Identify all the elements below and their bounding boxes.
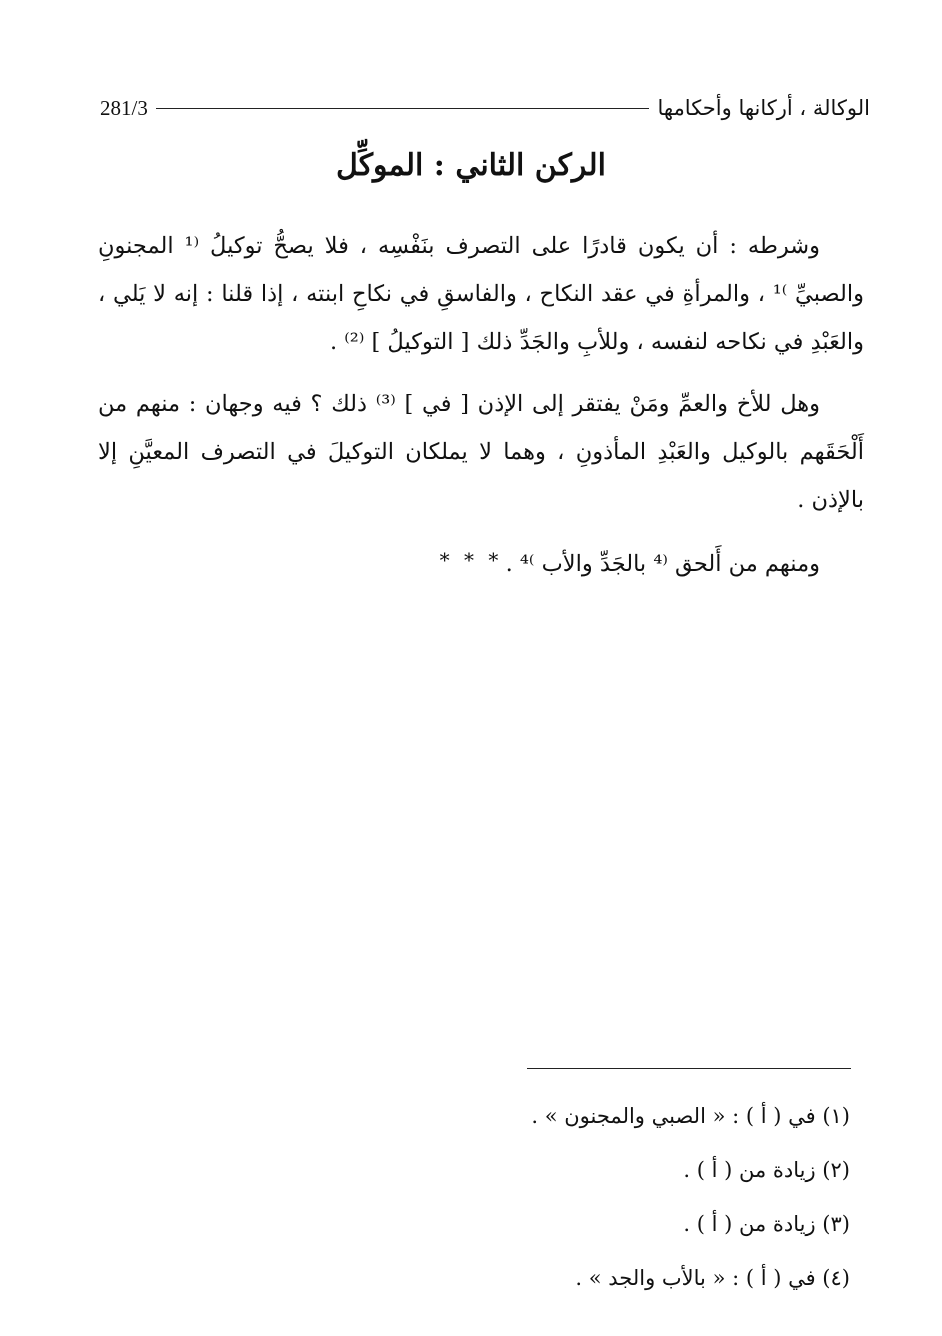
- footnotes: [150, 1094, 850, 1310]
- paragraph: وهل للأخ والعمِّ ومَنْ يفتقر إلى الإذن [ في ] ⁽³⁾ ذلك ؟ فيه وجهان : منهم من أَلْحَقَهم بالوكيل والعَبْدِ المأذونِ ، وهما لا يملكان التوكيلَ في التصرف المعيَّنِ إلا بالإذن .: [98, 391, 864, 513]
- chapter-title: الوكالة ، أركانها وأحكامها: [657, 96, 870, 120]
- paragraph: وشرطه : أن يكون قادرًا على التصرف بنَفْسِه ، فلا يصحُّ توكيلُ ⁽¹ المجنونِ والصبيِّ ⁾¹ ، والمرأةِ في عقد النكاح ، والفاسقِ في نكاحِ ابنته ، إذا قلنا : إنه لا يَلي ، والعَبْدِ في نكاحه لنفسه ، وللأبِ والجَدِّ ذلك [ التوكيلُ ] ⁽²⁾ .: [98, 233, 864, 355]
- footnote: (٤) في ( أ ) : « بالأب والجد » .: [575, 1266, 850, 1290]
- footnote: (٣) زيادة من ( أ ) .: [683, 1212, 850, 1236]
- main-text: [98, 222, 864, 604]
- header-rule: [156, 108, 650, 109]
- section-separator: * * *: [439, 548, 503, 572]
- paragraph: ومنهم من أَلحق ⁽⁴ بالجَدِّ والأب ⁾⁴ .: [505, 551, 820, 577]
- footnote-rule: [527, 1068, 851, 1069]
- section-title: الركن الثاني : الموكِّل: [336, 148, 606, 183]
- footnote: (٢) زيادة من ( أ ) .: [683, 1158, 850, 1182]
- footnote: (١) في ( أ ) : « الصبي والمجنون » .: [531, 1104, 850, 1128]
- running-header: [100, 88, 870, 128]
- page-number: 281/3: [100, 95, 148, 120]
